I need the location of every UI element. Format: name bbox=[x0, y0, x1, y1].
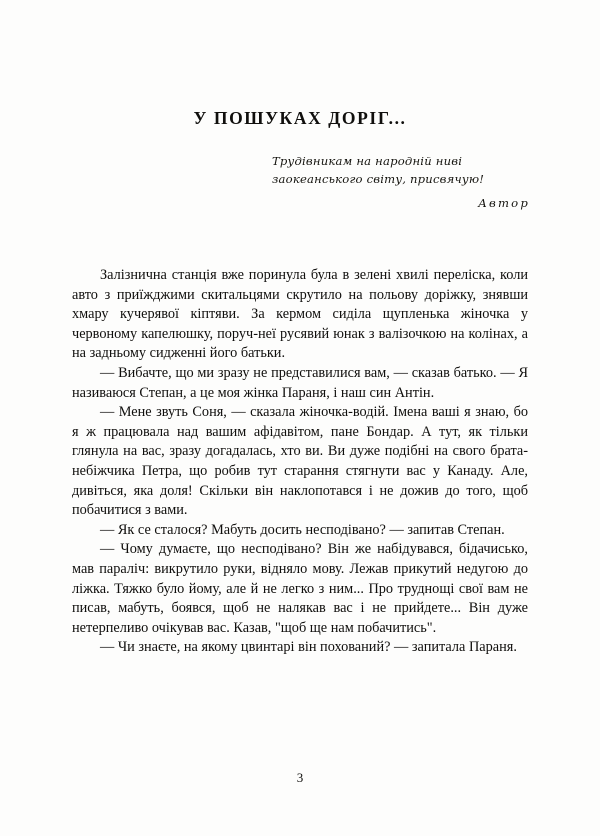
paragraph: — Як се сталося? Мабуть досить несподівано? — запитав Степан. bbox=[100, 521, 505, 538]
paragraph: Залізнична станція вже поринула була в зелені хвилі переліска, коли авто з приїжджими скитальцями скрутило на польову доріжку, знявши хмару кучерявої кіптяви. За кермом сиділа щупленька жіночка у червоному капелюшку, поруч-неї русявий юнак з валізочкою на колінах, а на задньому сидженні його батьки. bbox=[72, 267, 528, 362]
dedication-block bbox=[272, 152, 536, 212]
dedication-line-1: Трудівникам на народній ниві bbox=[272, 154, 463, 168]
paragraph: — Чи знаєте, на якому цвинтарі він похований? — запитала Параня. bbox=[100, 639, 517, 656]
paragraph: — Вибачте, що ми зразу не представилися вам, — сказав батько. — Я називаюся Степан, а це моя жінка Параня, і наш син Антін. bbox=[72, 364, 528, 401]
dedication-line-2: заокеанського світу, присвячую! bbox=[272, 172, 485, 186]
dedication-author: Автор bbox=[478, 196, 530, 210]
page-number: 3 bbox=[296, 770, 304, 785]
body-text bbox=[72, 266, 528, 658]
paragraph: — Мене звуть Соня, — сказала жіночка-водій. Імена ваші я знаю, бо я ж працювала над вашим афідавітом, пане Бондар. А тут, як тільки глянула на вас, зразу догадалась, хто ви. Ви дуже подібні на свого брата-небіжчика Петра, що робив тут старання стягнути вас у Канаду. Але, дивіться, яка доля! Скільки він наклопотався і не дожив до того, щоб побачитися з вами. bbox=[72, 404, 528, 519]
page-title: У ПОШУКАХ ДОРІГ... bbox=[193, 108, 407, 128]
paragraph: — Чому думаєте, що несподівано? Він же набідувався, бідачисько, мав параліч: викрутило руки, відняло мову. Лежав прикутий недугою до ліжка. Тяжко було йому, але й не легко з ним... Про труднощі свої вам не писав, мабуть, боявся, щоб не налякав вас і не прийдете... Він дуже нетерпеливо очікував вас. Казав, "щоб ще нам побачитись". bbox=[72, 541, 528, 636]
